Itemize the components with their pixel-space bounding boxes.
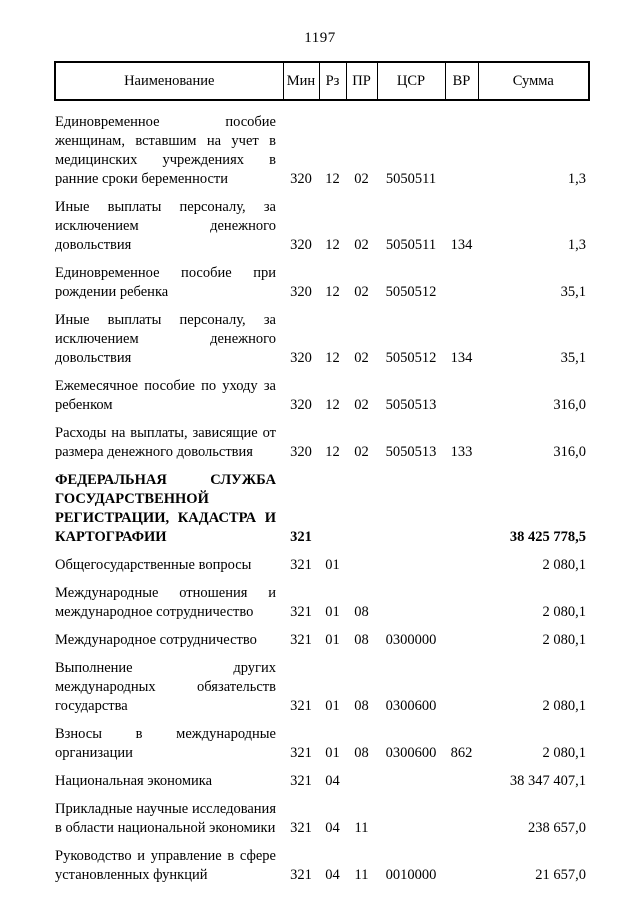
- table-header-row: [55, 62, 589, 100]
- header-vr: ВР: [445, 62, 478, 100]
- header-sum: Сумма: [478, 62, 589, 100]
- cell-sum: 316,0: [553, 444, 586, 460]
- cell-name: Расходы на выплаты, зависящие от размера денежного довольствия: [55, 425, 276, 460]
- cell-pr: 02: [354, 284, 369, 300]
- cell-csr: 5050513: [385, 397, 437, 413]
- cell-min: 321: [290, 745, 312, 761]
- cell-vr: [445, 368, 478, 415]
- cell-rz: 04: [325, 773, 340, 789]
- cell-name: ФЕДЕРАЛЬНАЯ СЛУЖБА ГОСУДАРСТВЕННОЙ РЕГИСТРАЦИИ, КАДАСТРА И КАРТОГРАФИИ: [55, 472, 276, 545]
- cell-name: Взносы в международные организации: [55, 726, 276, 761]
- cell-pr: 02: [354, 350, 369, 366]
- cell-name: Выполнение других международных обязательств государства: [55, 660, 276, 714]
- table-body: [55, 100, 589, 885]
- cell-vr: [445, 575, 478, 622]
- cell-min: 320: [290, 397, 312, 413]
- cell-csr: 0010000: [385, 867, 437, 883]
- cell-pr: 02: [354, 171, 369, 187]
- cell-csr: 5050511: [385, 171, 437, 187]
- cell-min: 320: [290, 171, 312, 187]
- cell-rz: 12: [325, 237, 340, 253]
- cell-rz: 12: [325, 171, 340, 187]
- cell-name: Единовременное пособие при рождении ребенка: [55, 265, 276, 300]
- cell-csr: 5050512: [385, 284, 437, 300]
- cell-csr: [377, 575, 445, 622]
- cell-vr: 133: [450, 444, 473, 460]
- cell-min: 321: [290, 632, 312, 648]
- cell-csr: 0300600: [385, 745, 437, 761]
- cell-vr: [445, 791, 478, 838]
- cell-csr: [377, 547, 445, 575]
- cell-csr: 5050513: [385, 444, 437, 460]
- table-row: [55, 255, 589, 302]
- table-row: [55, 622, 589, 650]
- cell-csr: 5050511: [385, 237, 437, 253]
- cell-sum: 2 080,1: [542, 632, 586, 648]
- header-name: Наименование: [55, 62, 283, 100]
- cell-name: Ежемесячное пособие по уходу за ребенком: [55, 378, 276, 413]
- cell-pr: 02: [354, 237, 369, 253]
- cell-csr: 0300600: [385, 698, 437, 714]
- table-row: [55, 100, 589, 189]
- cell-rz: 12: [325, 284, 340, 300]
- cell-csr: [377, 763, 445, 791]
- cell-pr: 02: [354, 444, 369, 460]
- cell-vr: 134: [450, 237, 473, 253]
- cell-sum: 35,1: [560, 284, 586, 300]
- cell-pr: 11: [354, 820, 369, 836]
- cell-min: 321: [290, 698, 312, 714]
- table-row: [55, 650, 589, 716]
- cell-sum: 1,3: [567, 171, 586, 187]
- cell-pr: 08: [354, 632, 369, 648]
- cell-pr: [346, 763, 377, 791]
- page-number: 1197: [304, 30, 336, 46]
- cell-rz: 12: [325, 350, 340, 366]
- cell-min: 321: [290, 529, 312, 545]
- cell-min: 321: [290, 867, 312, 883]
- cell-min: 320: [290, 237, 312, 253]
- cell-name: Международные отношения и международное сотрудничество: [55, 585, 276, 620]
- cell-sum: 316,0: [553, 397, 586, 413]
- cell-sum: 35,1: [560, 350, 586, 366]
- budget-table: [54, 61, 590, 885]
- cell-vr: [445, 255, 478, 302]
- cell-vr: 134: [450, 350, 473, 366]
- cell-min: 321: [290, 773, 312, 789]
- cell-pr: 08: [354, 604, 369, 620]
- header-rz: Рз: [319, 62, 346, 100]
- cell-csr: [377, 462, 445, 547]
- header-min: Мин: [283, 62, 319, 100]
- table-row: [55, 547, 589, 575]
- table-row: [55, 189, 589, 255]
- cell-vr: [445, 650, 478, 716]
- cell-rz: [319, 462, 346, 547]
- cell-sum: 2 080,1: [542, 698, 586, 714]
- cell-rz: 04: [325, 820, 340, 836]
- cell-vr: [445, 838, 478, 885]
- cell-sum: 1,3: [567, 237, 586, 253]
- cell-min: 321: [290, 820, 312, 836]
- cell-name: Иные выплаты персоналу, за исключением денежного довольствия: [55, 312, 276, 366]
- cell-rz: 01: [325, 745, 340, 761]
- cell-sum: 2 080,1: [542, 604, 586, 620]
- table-row: [55, 763, 589, 791]
- cell-sum: 38 347 407,1: [509, 773, 586, 789]
- cell-vr: [445, 547, 478, 575]
- cell-rz: 04: [325, 867, 340, 883]
- cell-pr: 11: [354, 867, 369, 883]
- cell-pr: [346, 462, 377, 547]
- cell-vr: [445, 100, 478, 189]
- table-row: [55, 791, 589, 838]
- cell-min: 320: [290, 444, 312, 460]
- table-row: [55, 368, 589, 415]
- cell-rz: 12: [325, 397, 340, 413]
- cell-name: Прикладные научные исследования в области национальной экономики: [55, 801, 276, 836]
- cell-name: Международное сотрудничество: [55, 632, 257, 648]
- cell-vr: 862: [450, 745, 473, 761]
- cell-rz: 01: [325, 557, 340, 573]
- cell-name: Руководство и управление в сфере установленных функций: [55, 848, 276, 883]
- cell-pr: 08: [354, 745, 369, 761]
- cell-csr: [377, 791, 445, 838]
- cell-name: Единовременное пособие женщинам, вставшим на учет в медицинских учреждениях в ранние сроки беременности: [55, 114, 276, 187]
- table-row: [55, 575, 589, 622]
- cell-pr: [346, 547, 377, 575]
- cell-rz: 01: [325, 604, 340, 620]
- cell-sum: 2 080,1: [542, 557, 586, 573]
- cell-rz: 01: [325, 698, 340, 714]
- cell-min: 320: [290, 350, 312, 366]
- cell-sum: 238 657,0: [528, 820, 586, 836]
- header-csr: ЦСР: [377, 62, 445, 100]
- cell-sum: 2 080,1: [542, 745, 586, 761]
- cell-csr: 0300000: [385, 632, 437, 648]
- table-row: [55, 302, 589, 368]
- cell-min: 321: [290, 557, 312, 573]
- cell-name: Общегосударственные вопросы: [55, 557, 252, 573]
- cell-pr: 02: [354, 397, 369, 413]
- cell-min: 320: [290, 284, 312, 300]
- cell-rz: 12: [325, 444, 340, 460]
- cell-vr: [445, 763, 478, 791]
- table-row: [55, 415, 589, 462]
- cell-sum: 21 657,0: [535, 867, 586, 883]
- cell-sum: 38 425 778,5: [509, 529, 586, 545]
- cell-vr: [445, 622, 478, 650]
- table-row: [55, 838, 589, 885]
- table-row: [55, 462, 589, 547]
- cell-vr: [445, 462, 478, 547]
- header-pr: ПР: [346, 62, 377, 100]
- cell-pr: 08: [354, 698, 369, 714]
- cell-csr: 5050512: [385, 350, 437, 366]
- cell-name: Национальная экономика: [55, 773, 213, 789]
- cell-name: Иные выплаты персоналу, за исключением денежного довольствия: [55, 199, 276, 253]
- cell-rz: 01: [325, 632, 340, 648]
- cell-min: 321: [290, 604, 312, 620]
- table-row: [55, 716, 589, 763]
